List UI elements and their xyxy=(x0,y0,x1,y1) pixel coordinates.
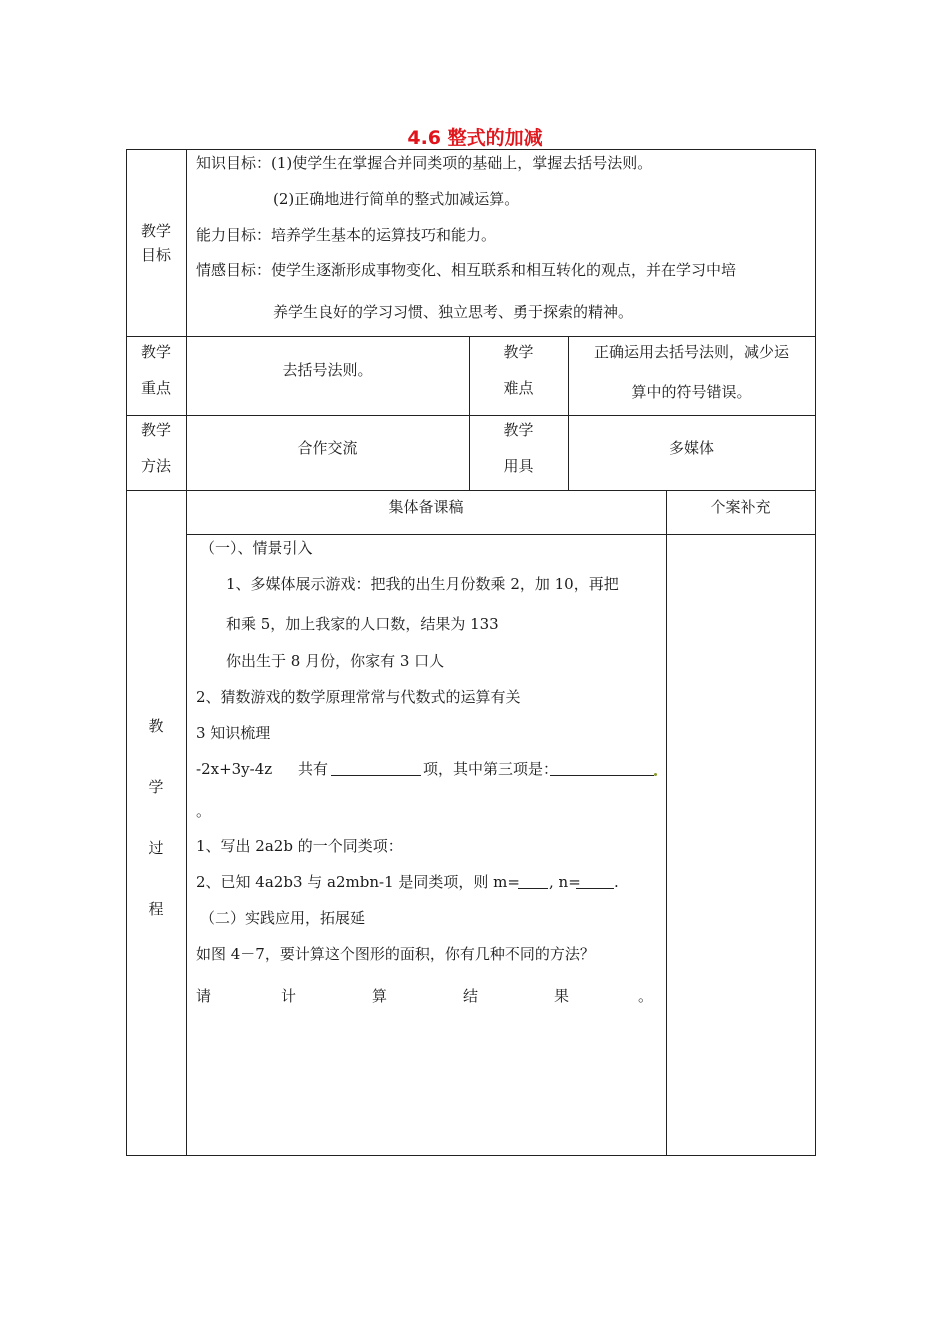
objective-emotion-2: 养学生良好的学习习惯、独立思考、勇于探索的精神。 xyxy=(273,303,634,321)
spaced-char: 结 xyxy=(463,987,479,1005)
side-column-header: 个案补充 xyxy=(710,498,771,516)
difficulty-content: 算中的符号错误。 xyxy=(631,383,752,401)
objective-knowledge: 知识目标：(1)使学生在掌握合并同类项的基础上，掌握去括号法则。 xyxy=(196,154,653,172)
spaced-char: 。 xyxy=(638,987,654,1005)
difficulty-label: 教学 xyxy=(503,343,534,361)
section-heading: （一）、情景引入 xyxy=(200,539,313,557)
focus-label: 教学 xyxy=(140,343,171,361)
row-divider xyxy=(126,490,816,491)
row-divider xyxy=(126,415,816,416)
objective-emotion: 情感目标：使学生逐渐形成事物变化、相互联系和相互转化的观点，并在学习中培 xyxy=(196,261,737,279)
objectives-label: 教学 xyxy=(140,222,171,240)
spaced-char: 果 xyxy=(554,987,570,1005)
main-column-header: 集体备课稿 xyxy=(388,498,464,516)
answer-blank[interactable] xyxy=(576,873,614,889)
process-line: 1、多媒体展示游戏：把我的出生月份数乘 2，加 10，再把 xyxy=(226,575,619,593)
answer-blank[interactable] xyxy=(331,760,421,776)
spaced-char: 算 xyxy=(372,987,388,1005)
table-border-right xyxy=(815,149,816,1156)
tools-label: 用具 xyxy=(503,457,534,475)
spaced-char: 请 xyxy=(196,987,212,1005)
focus-label: 重点 xyxy=(140,379,171,397)
method-label: 教学 xyxy=(140,421,171,439)
process-line: 共有 xyxy=(298,760,329,778)
table-border-top xyxy=(126,149,816,150)
process-line: , n= xyxy=(549,873,581,891)
row-divider xyxy=(186,534,816,535)
process-line: 3 知识梳理 xyxy=(196,724,271,742)
objective-ability: 能力目标：培养学生基本的运算技巧和能力。 xyxy=(196,226,497,244)
difficulty-label: 难点 xyxy=(503,379,534,397)
objective-knowledge-2: (2)正确地进行简单的整式加减运算。 xyxy=(273,190,520,208)
process-line: 2、猜数游戏的数学原理常常与代数式的运算有关 xyxy=(196,688,521,706)
section-heading: （二）实践应用，拓展延 xyxy=(200,909,366,927)
table-border-bottom xyxy=(126,1155,816,1156)
tools-label: 教学 xyxy=(503,421,534,439)
process-label: 程 xyxy=(148,900,164,918)
method-content: 合作交流 xyxy=(297,439,358,457)
process-line: . xyxy=(614,873,619,891)
focus-content: 去括号法则。 xyxy=(282,361,373,379)
page-title: 4.6 整式的加减 xyxy=(407,127,543,149)
difficulty-content: 正确运用去括号法则，减少运 xyxy=(593,343,789,361)
dot-mark xyxy=(654,773,657,776)
row-divider xyxy=(126,336,816,337)
process-line: 。 xyxy=(196,802,212,820)
process-line: 和乘 5，加上我家的人口数，结果为 133 xyxy=(226,615,499,633)
process-line: 2、已知 4a2b3 与 a2mbn-1 是同类项，则 m= xyxy=(196,873,520,891)
expression: -2x+3y-4z xyxy=(196,760,273,778)
process-line: 项，其中第三项是： xyxy=(423,760,559,778)
method-label: 方法 xyxy=(140,457,171,475)
process-label: 过 xyxy=(148,839,164,857)
table-border-left xyxy=(126,149,127,1156)
answer-blank[interactable] xyxy=(550,760,654,776)
column-divider xyxy=(666,490,667,1156)
objectives-label: 目标 xyxy=(140,246,171,264)
tools-content: 多媒体 xyxy=(668,439,714,457)
answer-blank[interactable] xyxy=(518,873,548,889)
column-divider xyxy=(186,149,187,1156)
process-line: 1、写出 2a2b 的一个同类项： xyxy=(196,837,403,855)
spaced-char: 计 xyxy=(281,987,297,1005)
process-line: 你出生于 8 月份，你家有 3 口人 xyxy=(226,652,445,670)
process-line: 如图 4－7，要计算这个图形的面积，你有几种不同的方法？ xyxy=(196,945,595,963)
process-label: 学 xyxy=(148,778,164,796)
process-label: 教 xyxy=(148,717,164,735)
